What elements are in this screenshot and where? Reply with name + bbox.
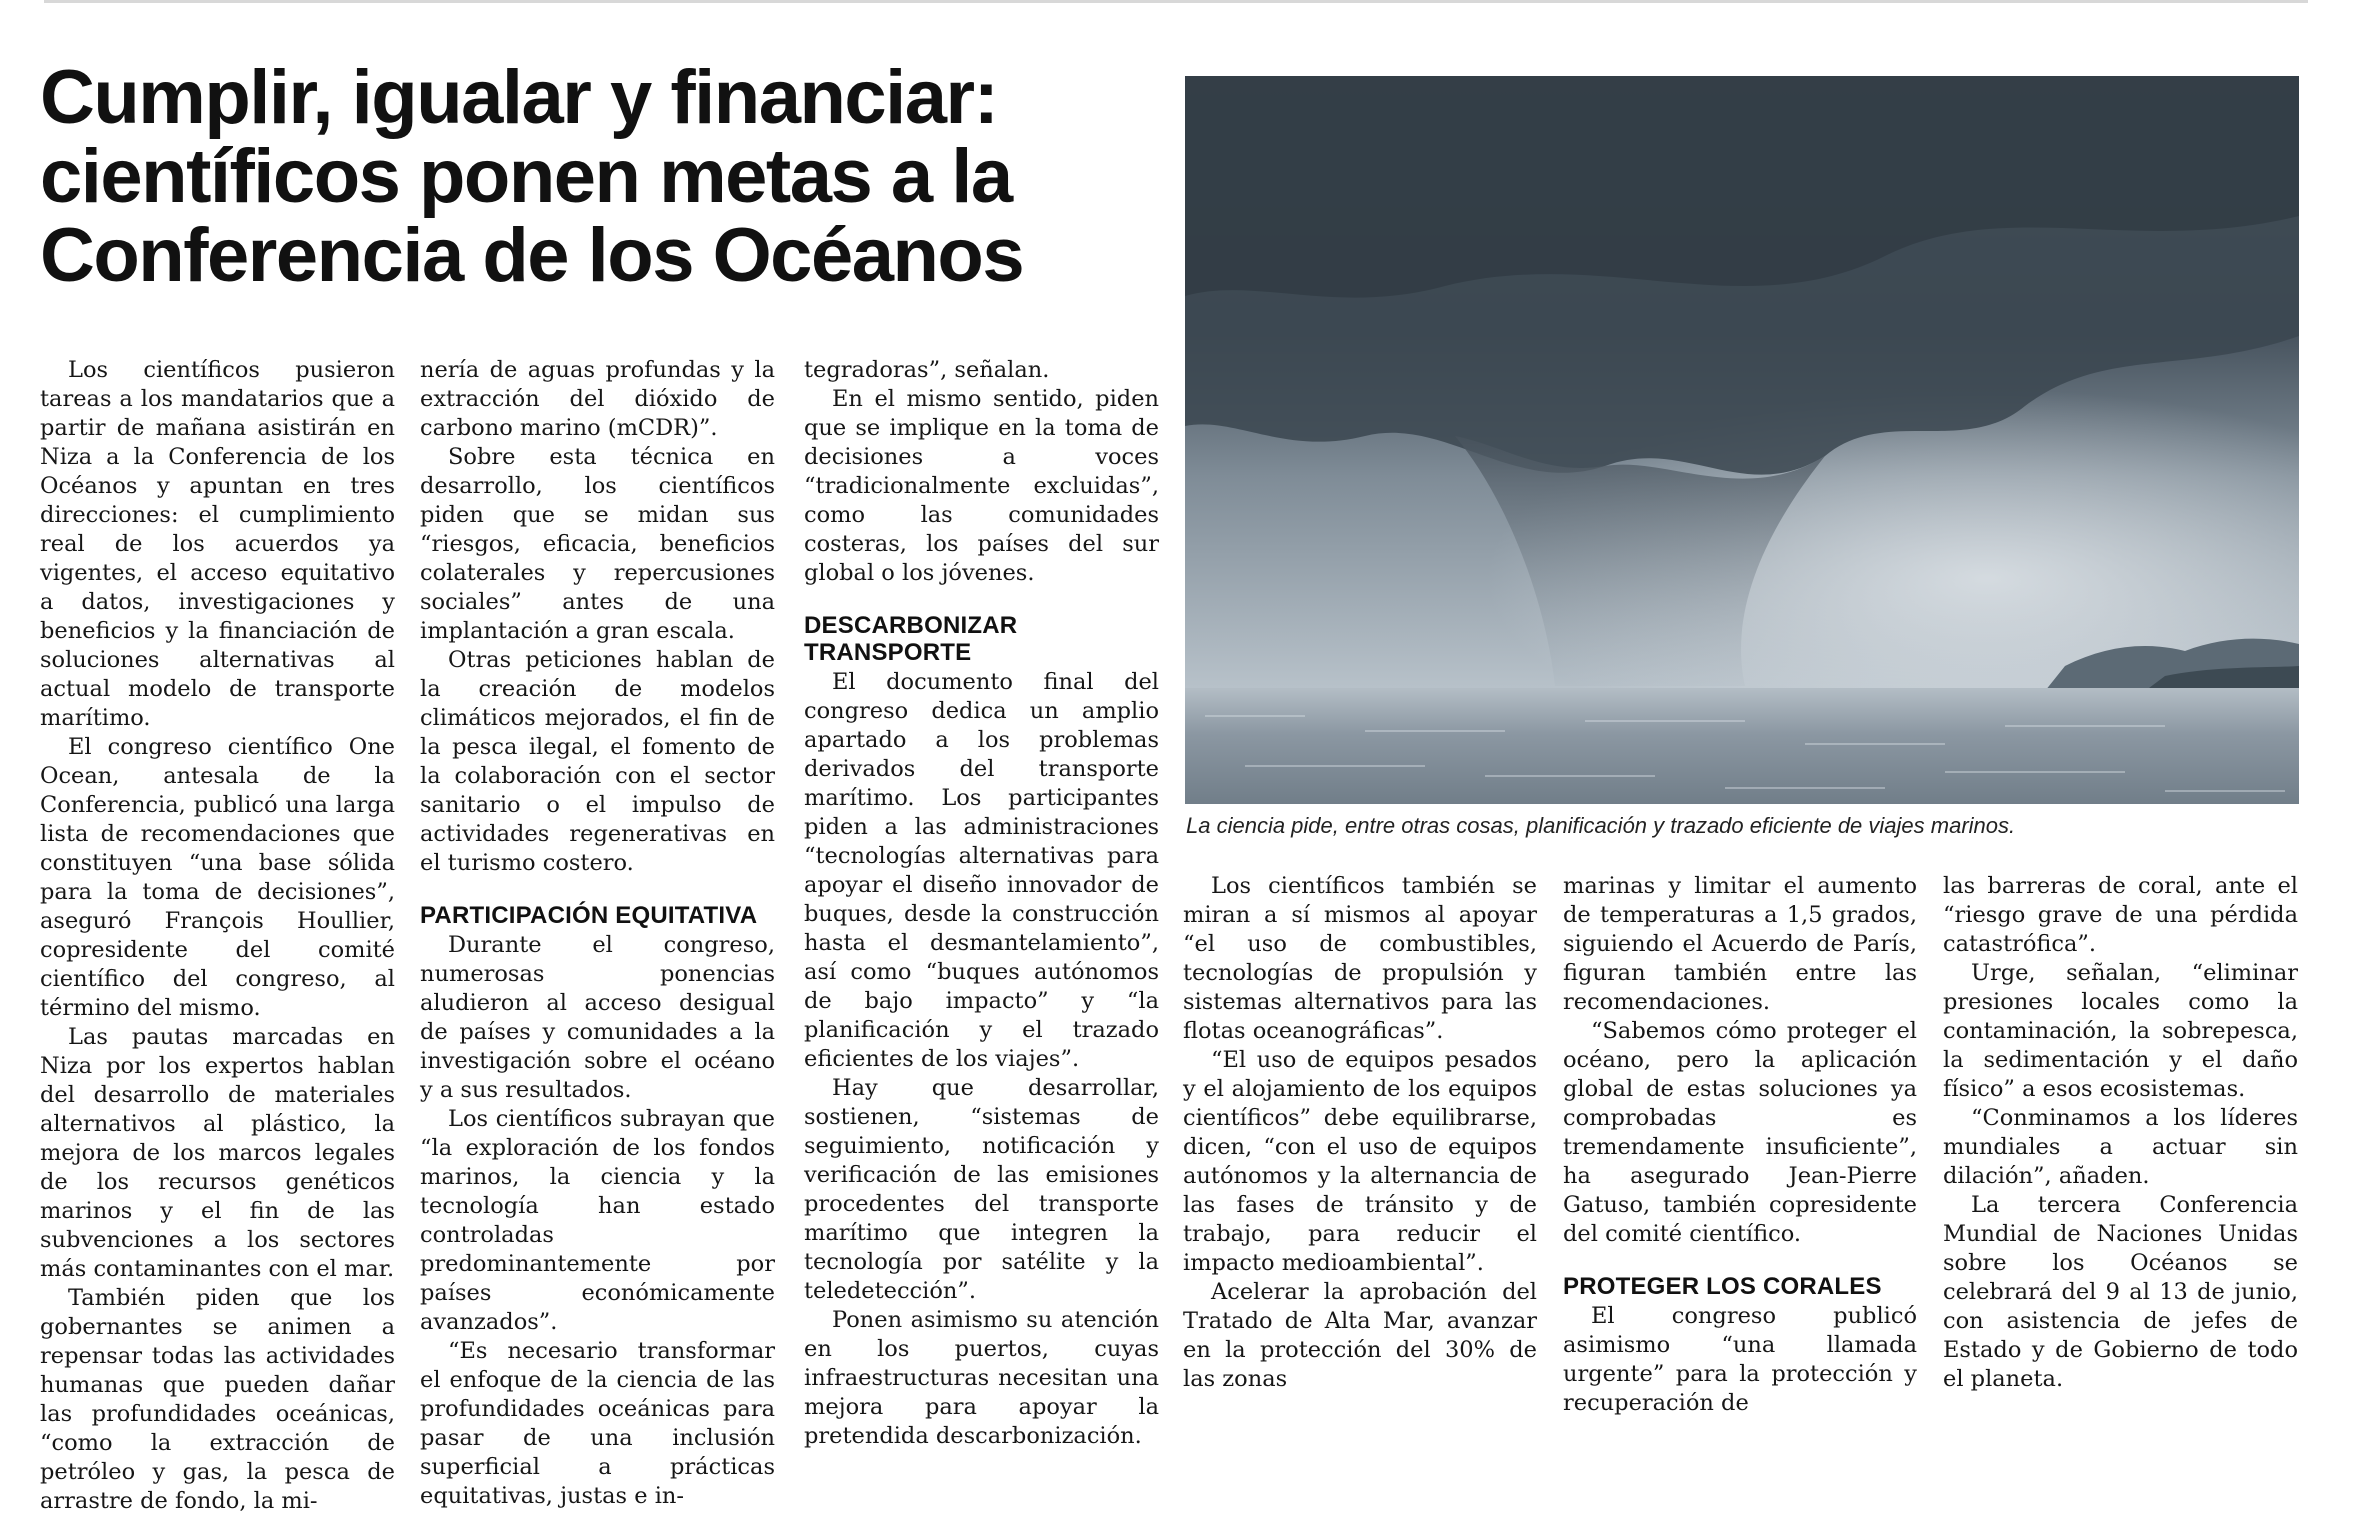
paragraph: También piden que los gobernantes se animen a repensar todas las actividades humanas que pueden dañar las profundidades oceánicas, “como la extracción de petróleo y gas, la pesca de arrastre de fondo, la mi-	[40, 1285, 395, 1514]
text-column-1	[40, 356, 395, 1516]
text-column-5	[1563, 872, 1917, 1418]
paragraph: marinas y limitar el aumento de temperaturas a 1,5 grados, siguiendo el Acuerdo de París, figuran también entre las recomendaciones.	[1563, 873, 1917, 1015]
paragraph: “El uso de equipos pesados y el alojamiento de los equipos científicos” debe equilibrarse, dicen, “con el uso de equipos autónomos y la alternancia de las fases de tránsito y de trabajo, para reducir el impacto medioambiental”.	[1183, 1047, 1537, 1276]
paragraph: Durante el congreso, numerosas ponencias aludieron al acceso desigual de países y comunidades a la investigación sobre el océano y a sus resultados.	[420, 932, 775, 1103]
subheading-participacion: PARTICIPACIÓN EQUITATIVA	[420, 902, 758, 929]
text-column-3	[804, 356, 1159, 1451]
paragraph: Urge, señalan, “eliminar presiones locales como la contaminación, la sobrepesca, la sedimentación y el daño físico” a esos ecosistemas.	[1943, 960, 2298, 1102]
paragraph: Las pautas marcadas en Niza por los expertos hablan del desarrollo de materiales alternativos al plástico, la mejora de los marcos legales de los recursos genéticos marinos y el fin de las subvenciones a los sectores más contaminantes con el mar.	[40, 1024, 395, 1282]
page-title	[40, 55, 1170, 298]
paragraph: El congreso publicó asimismo “una llamada urgente” para la protección y recuperación de	[1563, 1303, 1917, 1416]
paragraph: “Sabemos cómo proteger el océano, pero la aplicación global de estas soluciones ya comprobadas es tremendamente insuficiente”, ha asegurado Jean-Pierre Gatuso, también copresidente del comité científico.	[1563, 1018, 1917, 1247]
top-rule	[44, 0, 2308, 3]
subheading-corales: PROTEGER LOS CORALES	[1563, 1273, 1882, 1300]
paragraph: En el mismo sentido, piden que se implique en la toma de decisiones a voces “tradicionalmente excluidas”, como las comunidades costeras, los países del sur global o los jóvenes.	[804, 386, 1159, 586]
text-column-2	[420, 356, 775, 1511]
paragraph: El congreso científico One Ocean, antesala de la Conferencia, publicó una larga lista de recomendaciones que constituyen “una base sólida para la toma de decisiones”, aseguró François Houllier, copresidente del comité científico del congreso, al término del mismo.	[40, 734, 395, 1021]
paragraph: Ponen asimismo su atención en los puertos, cuyas infraestructuras necesitan una mejora para apoyar la pretendida descarbonización.	[804, 1307, 1159, 1449]
paragraph: Hay que desarrollar, sostienen, “sistemas de seguimiento, notificación y verificación de las emisiones procedentes del transporte marítimo que integren la tecnología por satélite y la teledetección”.	[804, 1075, 1159, 1304]
text-column-6	[1943, 872, 2298, 1394]
subheading-descarbonizar: DESCARBONIZAR TRANSPORTE	[804, 612, 1018, 666]
paragraph: “Es necesario transformar el enfoque de la ciencia de las profundidades oceánicas para pasar de una inclusión superficial a prácticas equitativas, justas e in-	[420, 1338, 775, 1509]
paragraph: El documento final del congreso dedica un amplio apartado a los problemas derivados del transporte marítimo. Los participantes piden a las administraciones “tecnologías alternativas para apoyar el diseño innovador de buques, desde la construcción hasta el desmantelamiento”, así como “buques autónomos de bajo impacto” y “la planificación y el trazado eficientes de los viajes”.	[804, 669, 1159, 1072]
paragraph: Acelerar la aprobación del Tratado de Alta Mar, avanzar en la protección del 30% de las zonas	[1183, 1279, 1537, 1392]
headline-line-2: científicos ponen metas a la	[40, 134, 1012, 219]
photo-caption: La ciencia pide, entre otras cosas, planificación y trazado eficiente de viajes marinos.	[1186, 813, 2016, 838]
paragraph: Otras peticiones hablan de la creación de modelos climáticos mejorados, el fin de la pesca ilegal, el fomento de la colaboración con el sector sanitario o el impulso de actividades regenerativas en el turismo costero.	[420, 647, 775, 876]
storm-over-sea-photo	[1185, 76, 2299, 804]
paragraph: Los científicos también se miran a sí mismos al apoyar “el uso de combustibles, tecnologías de propulsión y sistemas alternativos para las flotas oceanográficas”.	[1183, 873, 1537, 1044]
photo-illustration	[1185, 76, 2299, 804]
paragraph: “Conminamos a los líderes mundiales a actuar sin dilación”, añaden.	[1943, 1105, 2298, 1189]
paragraph: tegradoras”, señalan.	[804, 357, 1050, 383]
paragraph: Los científicos pusieron tareas a los mandatarios que a partir de mañana asistirán en Niza a la Conferencia de los Océanos y apuntan en tres direcciones: el cumplimiento real de los acuerdos ya vigentes, el acceso equitativo a datos, investigaciones y beneficios y la financiación de soluciones alternativas al actual modelo de transporte marítimo.	[40, 357, 395, 731]
paragraph: La tercera Conferencia Mundial de Naciones Unidas sobre los Océanos se celebrará del 9 al 13 de junio, con asistencia de jefes de Estado y de Gobierno de todo el planeta.	[1943, 1192, 2298, 1392]
paragraph: las barreras de coral, ante el “riesgo grave de una pérdida catastrófica”.	[1943, 873, 2298, 957]
paragraph: Los científicos subrayan que “la exploración de los fondos marinos, la ciencia y la tecnología han estado controladas predominantemente por países económicamente avanzados”.	[420, 1106, 775, 1335]
paragraph: nería de aguas profundas y la extracción del dióxido de carbono marino (mCDR)”.	[420, 357, 775, 441]
headline-line-1: Cumplir, igualar y financiar:	[40, 55, 998, 140]
headline-line-3: Conferencia de los Océanos	[40, 213, 1024, 298]
text-column-4	[1183, 872, 1537, 1394]
paragraph: Sobre esta técnica en desarrollo, los científicos piden que se midan sus “riesgos, eficacia, beneficios colaterales y repercusiones sociales” antes de una implantación a gran escala.	[420, 444, 775, 644]
